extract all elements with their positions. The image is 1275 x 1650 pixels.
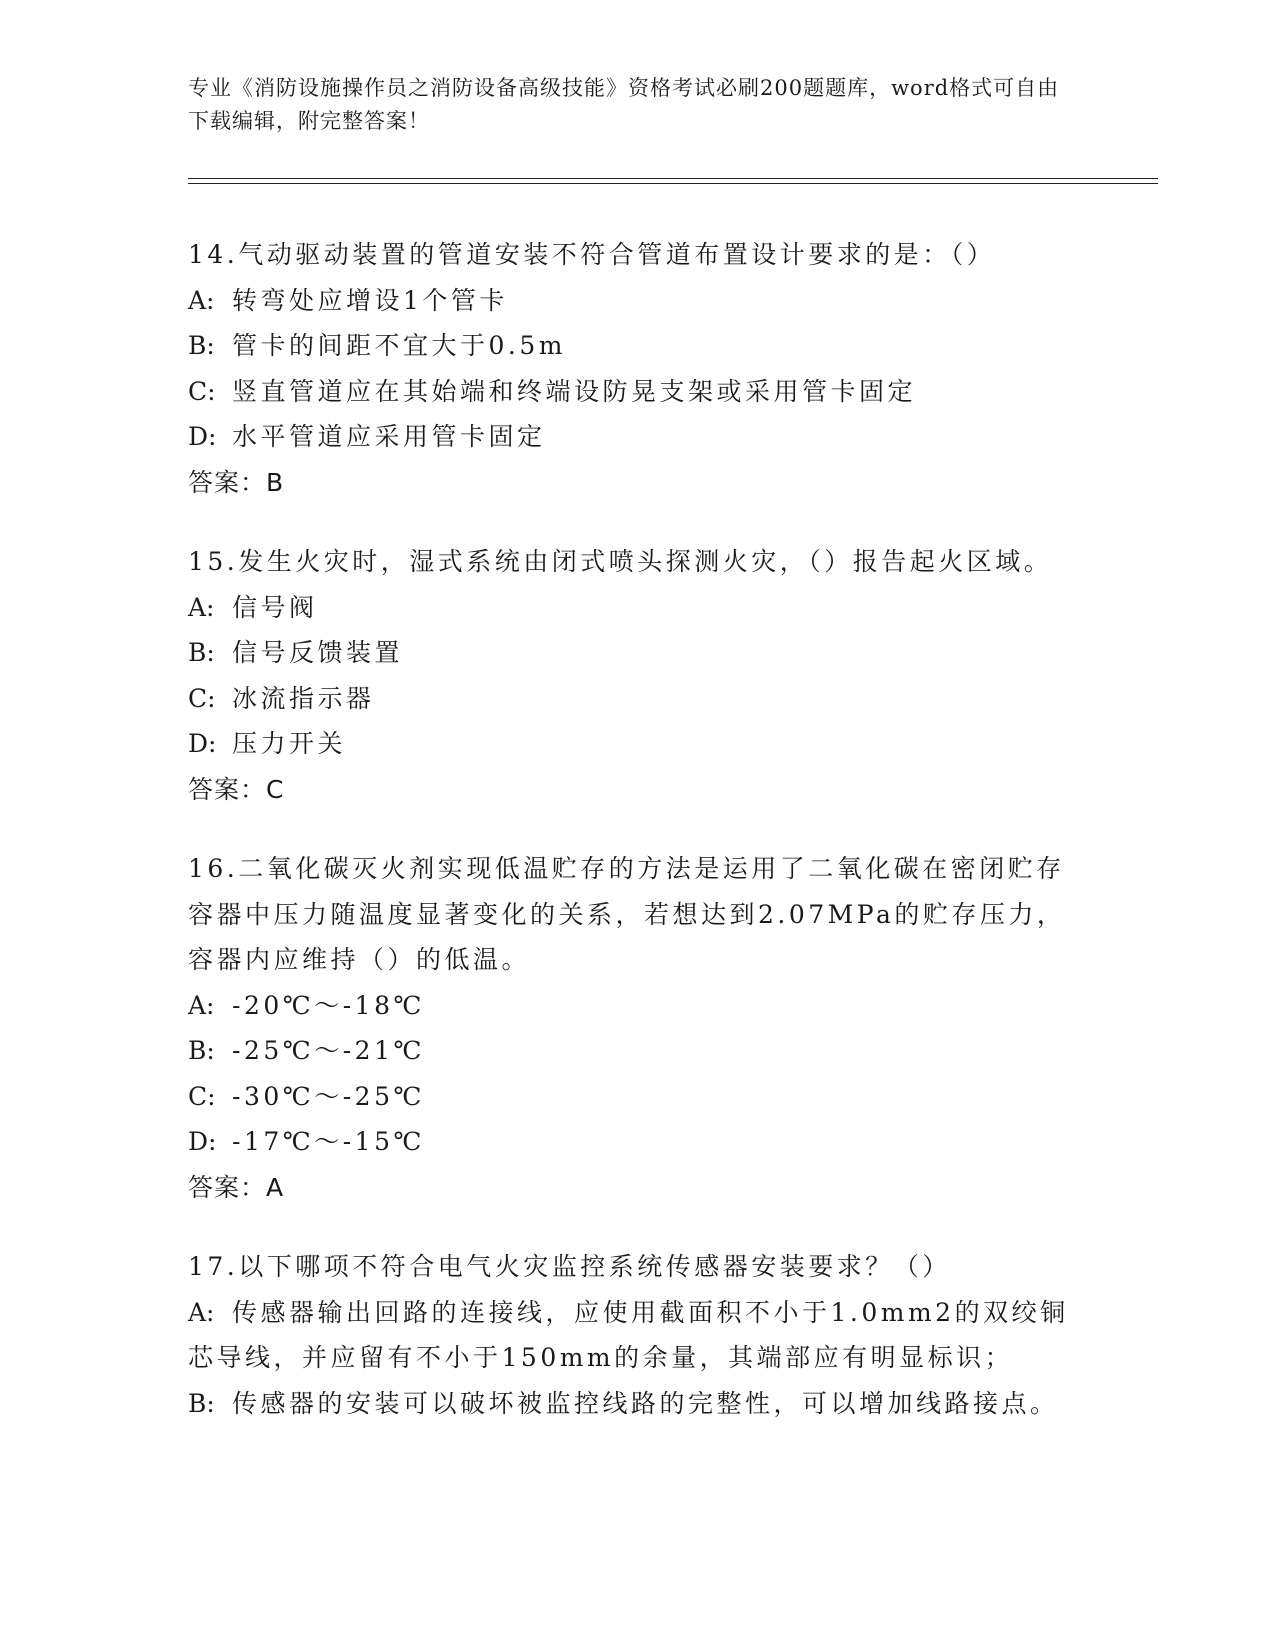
option-d <box>188 1119 1088 1165</box>
option-letter: A: <box>188 990 215 1020</box>
option-text: 水平管道应采用管卡固定 <box>232 422 546 451</box>
option-c <box>188 1074 1088 1120</box>
option-letter: B: <box>188 1388 215 1418</box>
option-letter: B: <box>188 638 215 667</box>
option-letter: C: <box>188 683 216 713</box>
option-a <box>188 278 1088 324</box>
option-letter: B: <box>188 331 215 360</box>
question-14 <box>188 232 1088 505</box>
question-list <box>188 232 1088 1460</box>
option-text: 竖直管道应在其始端和终端设防晃支架或采用管卡固定 <box>232 376 917 406</box>
answer-line: 答案：C <box>188 774 285 804</box>
option-letter: C: <box>188 1081 216 1111</box>
option-b <box>188 1381 1088 1427</box>
option-letter: A: <box>188 592 215 622</box>
question-stem: 15.发生火灾时，湿式系统由闭式喷头探测火灾，（）报告起火区域。 <box>188 547 1053 576</box>
option-text: 冰流指示器 <box>232 683 375 713</box>
question-stem: 16.二氧化碳灭火剂实现低温贮存的方法是运用了二氧化碳在密闭贮存容器中压力随温度显著变化的关系，若想达到2.07MPa的贮存压力，容器内应维持（）的低温。 <box>188 854 1066 974</box>
question-15 <box>188 539 1088 812</box>
option-letter: D: <box>188 1127 217 1156</box>
option-text: -20℃～-18℃ <box>232 990 425 1020</box>
answer-line: 答案：B <box>188 467 285 497</box>
option-letter: D: <box>188 422 217 451</box>
option-text: 信号阀 <box>232 592 318 622</box>
option-letter: D: <box>188 729 217 758</box>
option-text: 传感器输出回路的连接线，应使用截面积不小于1.0mm2的双绞铜芯导线，并应留有不小于150mm的余量，其端部应有明显标识； <box>188 1297 1069 1372</box>
option-text: 转弯处应增设1个管卡 <box>232 285 508 315</box>
option-text: 传感器的安装可以破坏被监控线路的完整性，可以增加线路接点。 <box>232 1388 1059 1418</box>
option-d <box>188 721 1088 767</box>
option-letter: A: <box>188 1297 215 1327</box>
option-b <box>188 630 1088 676</box>
answer-line: 答案：A <box>188 1172 285 1202</box>
header-text: 专业《消防设施操作员之消防设备高级技能》资格考试必刷200题题库，word格式可自由下载编辑，附完整答案！ <box>188 76 1060 133</box>
option-text: 压力开关 <box>232 729 347 758</box>
option-a <box>188 585 1088 631</box>
header-divider-top <box>188 178 1158 179</box>
option-text: 信号反馈装置 <box>232 638 404 667</box>
option-text: -30℃～-25℃ <box>232 1081 425 1111</box>
option-b <box>188 323 1088 369</box>
option-c <box>188 676 1088 722</box>
option-c <box>188 369 1088 415</box>
option-b <box>188 1028 1088 1074</box>
header-divider-bottom <box>188 183 1158 184</box>
option-a <box>188 1290 1088 1381</box>
option-text: -25℃～-21℃ <box>232 1036 425 1065</box>
option-a <box>188 983 1088 1029</box>
option-letter: B: <box>188 1036 215 1065</box>
question-stem: 17.以下哪项不符合电气火灾监控系统传感器安装要求？（） <box>188 1252 951 1281</box>
option-d <box>188 414 1088 460</box>
option-letter: C: <box>188 376 216 406</box>
option-letter: A: <box>188 285 215 315</box>
question-16 <box>188 846 1088 1210</box>
question-stem: 14.气动驱动装置的管道安装不符合管道布置设计要求的是：（） <box>188 240 996 269</box>
option-text: 管卡的间距不宜大于0.5m <box>232 331 566 360</box>
document-header <box>188 72 1068 138</box>
question-17 <box>188 1244 1088 1426</box>
option-text: -17℃～-15℃ <box>232 1127 425 1156</box>
